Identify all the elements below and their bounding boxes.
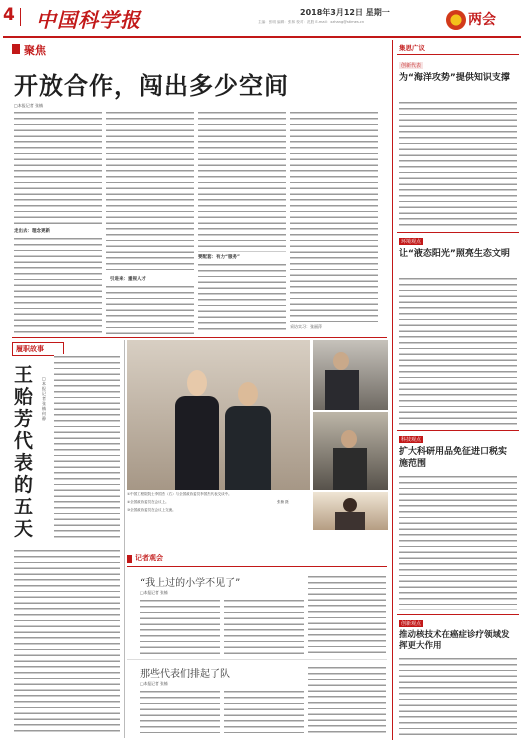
notebook-byline-1: □本报记者 张楠 xyxy=(140,590,168,595)
emblem-icon xyxy=(446,10,466,30)
side-story-title: 王贻芳代表的五天 xyxy=(14,364,34,540)
right-item1-text xyxy=(399,100,517,228)
masthead-rule xyxy=(3,36,521,38)
photo-captions xyxy=(127,492,313,528)
notebook-divider xyxy=(127,659,387,660)
photo-credit: 张楠 摄 xyxy=(277,500,289,504)
side-story-body xyxy=(14,548,120,734)
suit-left xyxy=(175,396,219,490)
notebook-title-1: “我上过的小学不见了” xyxy=(140,578,241,589)
right-section-header xyxy=(397,42,519,55)
head-right xyxy=(238,382,258,406)
photo-main xyxy=(127,340,310,490)
section-label-focus xyxy=(12,42,72,56)
lead-bottom-rule xyxy=(12,337,387,338)
right-item2-tag: 环境观点 xyxy=(401,239,422,245)
photo-top-right xyxy=(313,340,388,410)
notebook-byline-2: □本报记者 张楠 xyxy=(140,681,168,686)
lead-text-col3b xyxy=(198,262,286,334)
right-item3-text xyxy=(399,474,517,610)
date-line: 2018年3月12日 星期一 xyxy=(300,8,390,17)
lead-text-col4 xyxy=(290,110,378,322)
side-story-intro xyxy=(54,354,120,542)
right-item3-headline: 扩大科研用品免征进口税实施范围 xyxy=(399,447,508,469)
right-rule-1 xyxy=(397,232,519,233)
notebook-text-1c xyxy=(308,574,386,654)
right-item1-tag: 创新代表 xyxy=(401,63,422,69)
right-item4-tag: 创新观点 xyxy=(401,621,422,627)
notebook-title-2: 那些代表们排起了队 xyxy=(140,669,230,680)
focus-marker-icon xyxy=(12,44,20,54)
right-rule-3 xyxy=(397,614,519,615)
right-item4-headline: 推动核技术在癌症诊疗领域发挥更大作用 xyxy=(399,630,510,651)
notebook-text-2b xyxy=(224,689,304,735)
lead-subhead-2: 引进来：重视人才 xyxy=(110,277,146,282)
focus-section-text: 聚焦 xyxy=(24,44,46,57)
photo-figure-2-body xyxy=(333,448,367,490)
lead-text-col1b xyxy=(14,236,102,334)
right-item4-text xyxy=(399,656,517,736)
lead-byline: □本报记者 张楠 xyxy=(14,103,44,108)
masthead-separator xyxy=(20,8,21,26)
lead-text-col3 xyxy=(198,110,286,252)
page-number: 4 xyxy=(3,5,15,25)
right-item2-text xyxy=(399,276,517,426)
suit-right xyxy=(225,406,271,490)
right-item2-headline: 让“液态阳光”照亮生态文明 xyxy=(399,249,510,259)
photo-figure-3-body xyxy=(335,512,365,530)
head-left xyxy=(187,370,207,396)
notebook-text-2c xyxy=(308,665,386,735)
right-item3-tag: 科技观点 xyxy=(401,437,422,443)
notebook-text-2a xyxy=(140,689,220,735)
photo-person-left xyxy=(175,370,219,490)
right-section-text: 集思广议 xyxy=(399,44,425,52)
photo-figure xyxy=(333,352,349,370)
lead-headline: 开放合作，闯出多少空间 xyxy=(14,71,289,100)
side-story-divider xyxy=(124,340,125,738)
caption-3: ③全国政协委员在会议上交流。 xyxy=(127,508,176,512)
lead-text-col1 xyxy=(14,110,102,226)
lianghui-label: 两会 xyxy=(468,12,496,28)
caption-2: ②全国政协委员在会议上。 xyxy=(127,500,169,504)
photo-bottom-right xyxy=(313,492,388,530)
notebook-text-1b xyxy=(224,598,304,654)
lead-byline-end: 采访实习：张丽萍 xyxy=(290,324,322,329)
lead-text-col2 xyxy=(106,110,194,274)
editor-line: 主编：张明 编辑：张林 校对：范胜 E-mail：xzhang@stimes.cn xyxy=(258,20,365,24)
caption-1: ①中国工程院院士李国杰（右）与全国政协委员李国杰代表交谈中。 xyxy=(127,492,232,496)
photo-figure-body xyxy=(325,370,359,410)
newspaper-title: 中国科学报 xyxy=(36,8,141,32)
right-item1-headline: 为“海洋攻势”提供知识支撑 xyxy=(399,73,510,83)
photo-mid-right xyxy=(313,412,388,490)
masthead xyxy=(0,0,524,40)
side-story-byline: □本报记者 张楠 何静 xyxy=(42,376,46,421)
notebook-section xyxy=(127,553,207,565)
photo-figure-3 xyxy=(343,498,357,512)
right-rule-2 xyxy=(397,430,519,431)
notebook-marker-icon xyxy=(127,555,132,563)
notebook-text-1a xyxy=(140,598,220,654)
lead-subhead-1: 走出去：理念更新 xyxy=(14,229,50,234)
lead-subhead-3: 要配套：有力“服务” xyxy=(198,255,240,260)
side-kicker-text: 履职故事 xyxy=(16,345,44,353)
photo-person-right xyxy=(225,382,271,490)
right-column-divider xyxy=(392,40,393,740)
lead-text-col2b xyxy=(106,284,194,334)
photo-figure-2 xyxy=(341,430,357,448)
notebook-section-text: 记者观会 xyxy=(135,554,163,562)
notebook-rule xyxy=(127,566,387,567)
